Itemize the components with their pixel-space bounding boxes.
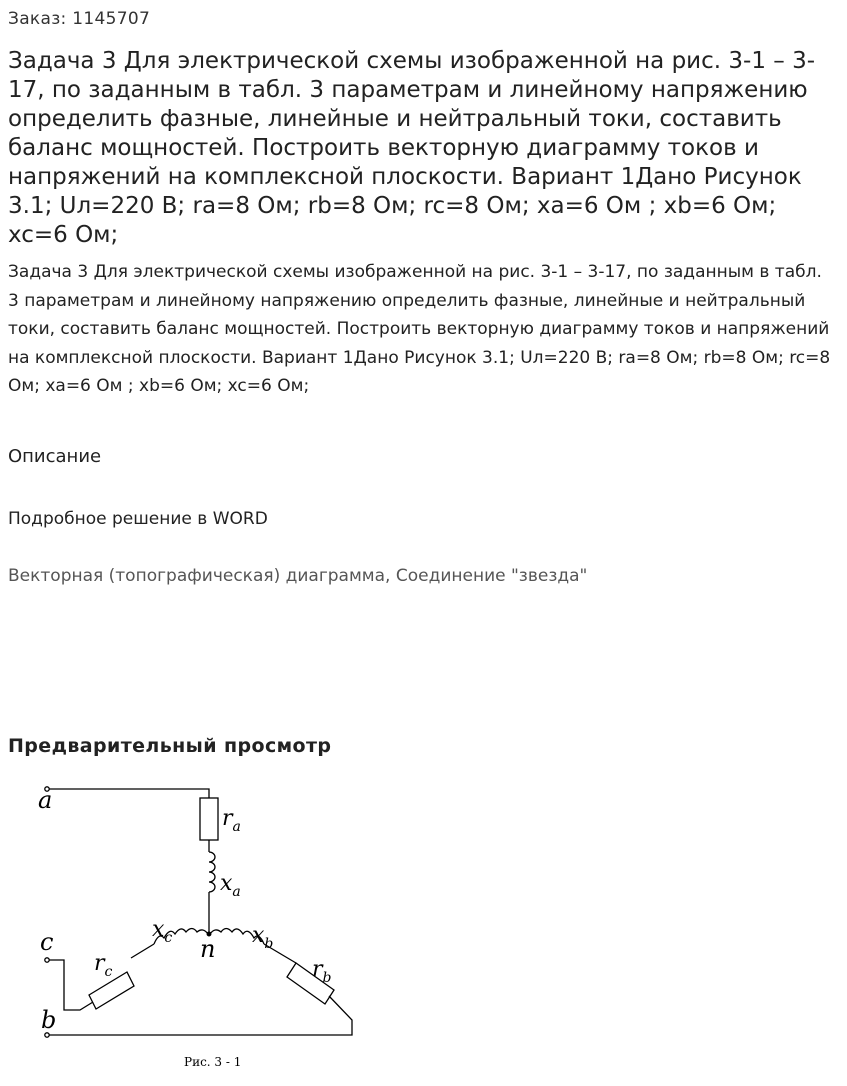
wire-a [49, 789, 209, 798]
label-xb: $x_b$ [252, 923, 274, 952]
label-xc: $x_c$ [152, 917, 173, 946]
wire-xc-rc [131, 944, 154, 958]
label-ra: $r_a$ [222, 806, 241, 835]
description-heading: Описание [8, 446, 102, 467]
resistor-ra [200, 798, 218, 840]
label-rb: $r_b$ [312, 957, 332, 986]
label-node-n: n [200, 935, 216, 963]
task-title: Задача 3 Для электрической схемы изображенной на рис. 3-1 – 3-17, по заданным в табл. 3 параметрам и линейному напряжению определить фазные, линейные и нейтральный токи, составить баланс мощностей. Построить векторную диаграмму токов и напряжений на комплексной плоскости. Вариант 1Дано Рисунок 3.1; Uл=220 В; ra=8 Ом; rb=8 Ом; rc=8 Ом; xa=6 Ом ; xb=6 Ом; xc=6 Ом; [8, 48, 816, 248]
figure-caption: Рис. 3 - 1 [184, 1055, 242, 1069]
wire-rc-c [49, 960, 93, 1010]
label-xa: $x_a$ [220, 871, 241, 900]
label-node-a: a [38, 786, 53, 814]
preview-heading: Предварительный просмотр [8, 735, 332, 757]
label-rc: $r_c$ [94, 951, 113, 980]
circuit-diagram [0, 770, 400, 1075]
order-number: Заказ: 1145707 [8, 9, 151, 29]
label-node-b: b [41, 1006, 57, 1034]
tags[interactable]: Векторная (топографическая) диаграмма, Соединение "звезда" [8, 566, 588, 586]
inductor-xa [209, 852, 215, 892]
task-description: Задача 3 Для электрической схемы изображенной на рис. 3-1 – 3-17, по заданным в табл. 3 параметрам и линейному напряжению определить фазные, линейные и нейтральный токи, составить баланс мощностей. Построить векторную диаграмму токов и напряжений на комплексной плоскости. Вариант 1Дано Рисунок 3.1; Uл=220 В; ra=8 Ом; rb=8 Ом; rc=8 Ом; xa=6 Ом ; xb=6 Ом; xc=6 Ом; [8, 262, 831, 396]
terminal-c [45, 958, 49, 962]
label-node-c: c [40, 928, 54, 956]
solution-format: Подробное решение в WORD [8, 509, 268, 529]
